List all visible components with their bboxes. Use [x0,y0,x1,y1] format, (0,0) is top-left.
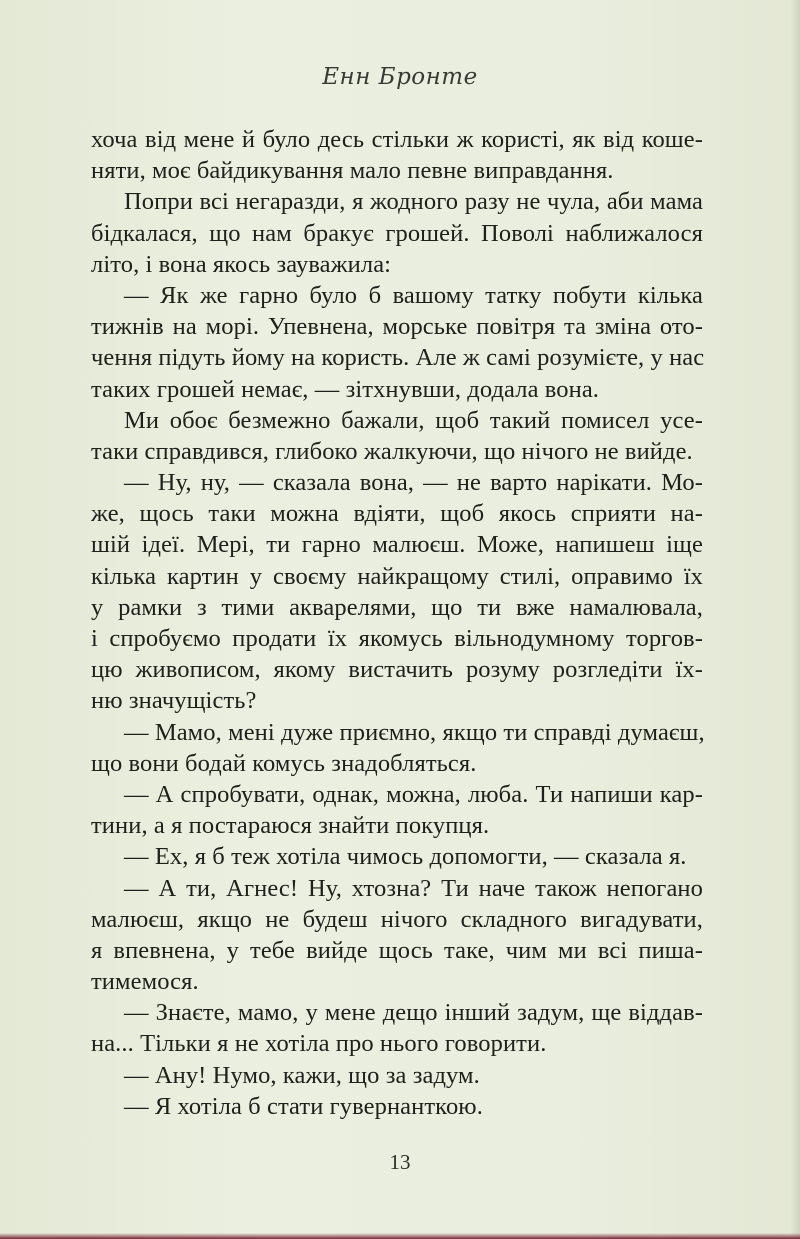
running-header-author: Енн Бронте [322,64,478,90]
text-line: — А спробувати, однак, можна, люба. Ти напиши кар- [124,780,703,808]
text-line: що вони бодай комусь знадобляться. [91,749,477,777]
text-line: малюєш, якщо не будеш нічого складного вигадувати, [91,905,703,933]
page-number: 13 [389,1150,411,1174]
text-line: тимемося. [91,968,199,996]
text-line: хоча від мене й було десь стільки ж користі, як від коше- [91,126,703,153]
text-line: Попри всі негаразди, я жодного разу не чула, аби мама [124,188,703,216]
text-line: я впевнена, у тебе вийде щось таке, чим ми всі пиша- [91,936,703,964]
text-line: цю живописом, якому вистачить розуму розгледіти їх- [91,656,703,684]
text-line: таки справдився, глибоко жалкуючи, що нічого не вийде. [91,437,693,465]
text-line: — Мамо, мені дуже приємно, якщо ти справді думаєш, [124,718,705,746]
text-line: — Ану! Нумо, кажи, що за задум. [124,1061,480,1089]
page-edge-shadow [790,0,800,1239]
text-line: і спробуємо продати їх якомусь вільнодумному торгов- [91,625,703,652]
text-line: тижнів на морі. Упевнена, морське повітря та зміна ото- [91,313,703,341]
text-line: же, щось таки можна вдіяти, щоб якось сприяти на- [91,500,703,528]
text-line: — Ну, ну, — сказала вона, — не варто нарікати. Мо- [124,469,703,497]
text-line: няти, моє байдикування мало певне виправдання. [91,157,614,185]
text-line: — Ех, я б теж хотіла чимось допомогти, — сказала я. [124,843,687,871]
text-line: тини, а я постараюся знайти покупця. [91,812,490,840]
text-line: на... Тільки я не хотіла про нього говорити. [91,1030,547,1058]
text-line: шій ідеї. Мері, ти гарно малюєш. Може, напишеш іще [91,531,703,559]
text-line: ню значущість? [91,687,257,715]
text-line: чення підуть йому на користь. Але ж самі розумієте, у нас [91,344,705,372]
text-line: бідкалася, що нам бракує грошей. Поволі наближалося [91,219,703,247]
book-cover-edge [0,1233,800,1239]
text-line: у рамки з тими акварелями, що ти вже намалювала, [91,593,703,621]
text-line: — Як же гарно було б вашому татку побути кілька [124,281,703,309]
text-line: кілька картин у своєму найкращому стилі, оправимо їх [91,562,703,590]
text-line: таких грошей немає, — зітхнувши, додала вона. [91,375,600,403]
text-line: — Знаєте, мамо, у мене дещо інший задум, ще віддав- [124,999,703,1027]
text-line: Ми обоє безмежно бажали, щоб такий помисел усе- [124,406,703,434]
text-line: — А ти, Агнес! Ну, хтозна? Ти наче також непогано [124,874,703,902]
text-line: — Я хотіла б стати гувернанткою. [124,1092,483,1120]
body-text [91,124,703,1122]
text-line: літо, і вона якось зауважила: [91,250,392,278]
